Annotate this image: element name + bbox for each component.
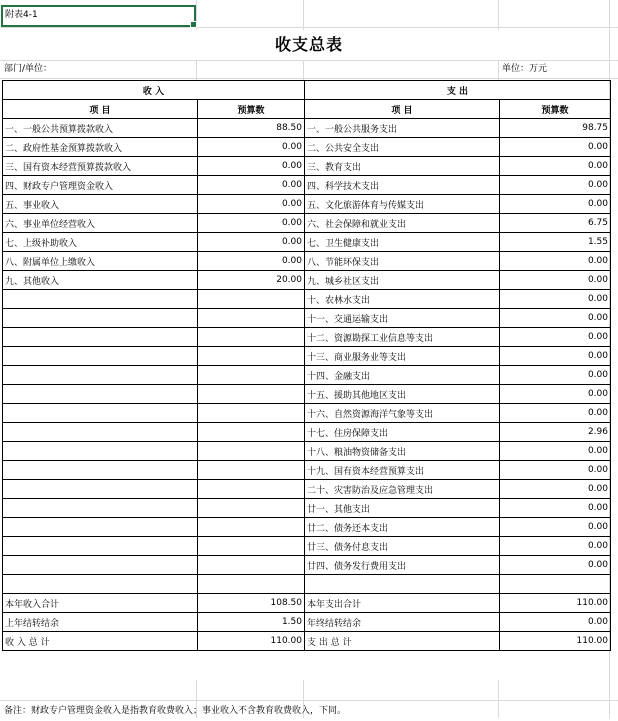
income-item-cell[interactable] bbox=[3, 480, 198, 499]
income-item-cell[interactable]: 七、上级补助收入 bbox=[3, 233, 198, 252]
expense-item-cell[interactable]: 八、节能环保支出 bbox=[305, 252, 500, 271]
income-value-cell[interactable]: 0.00 bbox=[198, 157, 305, 176]
income-value-cell[interactable]: 0.00 bbox=[198, 233, 305, 252]
expense-value-cell[interactable]: 0.00 bbox=[500, 138, 611, 157]
income-value-cell[interactable]: 20.00 bbox=[198, 271, 305, 290]
income-item-cell[interactable] bbox=[3, 385, 198, 404]
expense-value-cell[interactable]: 0.00 bbox=[500, 404, 611, 423]
income-value-cell[interactable]: 0.00 bbox=[198, 195, 305, 214]
expense-value-cell[interactable]: 0.00 bbox=[500, 157, 611, 176]
expense-item-cell[interactable]: 十二、资源勘探工业信息等支出 bbox=[305, 328, 500, 347]
table-row bbox=[3, 594, 611, 613]
expense-item-cell[interactable]: 十、农林水支出 bbox=[305, 290, 500, 309]
expense-value-cell[interactable]: 110.00 bbox=[500, 632, 611, 651]
note: 备注：财政专户管理资金收入是指教育收费收入；事业收入不含教育收费收入，下同。 bbox=[4, 706, 347, 716]
expense-item-header: 项 目 bbox=[305, 100, 500, 119]
table-row bbox=[3, 252, 611, 271]
table-row bbox=[3, 404, 611, 423]
income-value-cell[interactable] bbox=[198, 499, 305, 518]
income-value-cell[interactable]: 1.50 bbox=[198, 613, 305, 632]
expense-value-cell[interactable]: 0.00 bbox=[500, 271, 611, 290]
income-value-cell[interactable] bbox=[198, 461, 305, 480]
selected-cell[interactable] bbox=[1, 5, 196, 27]
expense-item-cell[interactable]: 九、城乡社区支出 bbox=[305, 271, 500, 290]
income-item-cell[interactable] bbox=[3, 518, 198, 537]
income-value-cell[interactable]: 0.00 bbox=[198, 138, 305, 157]
income-value-cell[interactable] bbox=[198, 518, 305, 537]
table-row bbox=[3, 328, 611, 347]
expense-item-cell[interactable]: 廿三、债务付息支出 bbox=[305, 537, 500, 556]
expense-item-cell[interactable]: 一、一般公共服务支出 bbox=[305, 119, 500, 138]
expense-value-cell[interactable]: 110.00 bbox=[500, 594, 611, 613]
expense-item-cell[interactable]: 十三、商业服务业等支出 bbox=[305, 347, 500, 366]
expense-item-cell[interactable]: 本年支出合计 bbox=[305, 594, 500, 613]
expense-item-cell[interactable]: 五、文化旅游体育与传媒支出 bbox=[305, 195, 500, 214]
empty-row bbox=[3, 575, 611, 594]
expense-item-cell[interactable]: 廿四、债务发行费用支出 bbox=[305, 556, 500, 575]
income-item-cell[interactable]: 二、政府性基金预算拨款收入 bbox=[3, 138, 198, 157]
table-row bbox=[3, 499, 611, 518]
expense-value-cell[interactable]: 98.75 bbox=[500, 119, 611, 138]
expense-value-cell[interactable]: 0.00 bbox=[500, 461, 611, 480]
income-item-cell[interactable]: 上年结转结余 bbox=[3, 613, 198, 632]
expense-value-cell[interactable]: 0.00 bbox=[500, 385, 611, 404]
expense-item-cell[interactable]: 十六、自然资源海洋气象等支出 bbox=[305, 404, 500, 423]
expense-item-cell[interactable]: 支 出 总 计 bbox=[305, 632, 500, 651]
table-row bbox=[3, 613, 611, 632]
table-row bbox=[3, 119, 611, 138]
income-value-cell[interactable] bbox=[198, 347, 305, 366]
table-row bbox=[3, 461, 611, 480]
expense-value-cell[interactable]: 1.55 bbox=[500, 233, 611, 252]
income-value-cell[interactable]: 0.00 bbox=[198, 176, 305, 195]
expense-item-cell[interactable]: 二十、灾害防治及应急管理支出 bbox=[305, 480, 500, 499]
empty-cell[interactable] bbox=[3, 575, 198, 594]
income-item-cell[interactable] bbox=[3, 442, 198, 461]
expense-value-cell[interactable]: 0.00 bbox=[500, 176, 611, 195]
expense-value-cell[interactable]: 0.00 bbox=[500, 442, 611, 461]
expense-value-cell[interactable]: 0.00 bbox=[500, 518, 611, 537]
table-row bbox=[3, 385, 611, 404]
income-budget-header: 预算数 bbox=[198, 100, 305, 119]
table-row bbox=[3, 556, 611, 575]
expense-item-cell[interactable]: 十一、交通运输支出 bbox=[305, 309, 500, 328]
income-value-cell[interactable]: 0.00 bbox=[198, 214, 305, 233]
header-row-main bbox=[3, 81, 611, 100]
table-row bbox=[3, 423, 611, 442]
empty-cell[interactable] bbox=[198, 575, 305, 594]
income-value-cell[interactable] bbox=[198, 385, 305, 404]
header-row-sub bbox=[3, 100, 611, 119]
income-value-cell[interactable] bbox=[198, 309, 305, 328]
income-item-cell[interactable] bbox=[3, 537, 198, 556]
table-row bbox=[3, 176, 611, 195]
table-row bbox=[3, 309, 611, 328]
income-item-cell[interactable]: 八、附属单位上缴收入 bbox=[3, 252, 198, 271]
selected-cell-text: 附表4-1 bbox=[5, 10, 38, 20]
income-item-cell[interactable]: 四、财政专户管理资金收入 bbox=[3, 176, 198, 195]
income-item-cell[interactable] bbox=[3, 423, 198, 442]
expense-budget-header: 预算数 bbox=[500, 100, 611, 119]
income-item-cell[interactable]: 五、事业收入 bbox=[3, 195, 198, 214]
expense-value-cell[interactable]: 0.00 bbox=[500, 366, 611, 385]
expense-item-cell[interactable]: 十七、住房保障支出 bbox=[305, 423, 500, 442]
income-value-cell[interactable] bbox=[198, 404, 305, 423]
expense-value-cell[interactable]: 0.00 bbox=[500, 328, 611, 347]
expense-value-cell[interactable]: 0.00 bbox=[500, 499, 611, 518]
income-item-cell[interactable] bbox=[3, 347, 198, 366]
income-item-cell[interactable] bbox=[3, 328, 198, 347]
income-value-cell[interactable] bbox=[198, 442, 305, 461]
expense-value-cell[interactable]: 0.00 bbox=[500, 309, 611, 328]
expense-item-cell[interactable]: 年终结转结余 bbox=[305, 613, 500, 632]
income-value-cell[interactable] bbox=[198, 366, 305, 385]
income-value-cell[interactable] bbox=[198, 423, 305, 442]
income-value-cell[interactable] bbox=[198, 328, 305, 347]
table-row bbox=[3, 518, 611, 537]
expense-item-cell[interactable]: 七、卫生健康支出 bbox=[305, 233, 500, 252]
table-row bbox=[3, 271, 611, 290]
dept-label: 部门/单位： bbox=[4, 64, 53, 74]
income-item-cell[interactable]: 六、事业单位经营收入 bbox=[3, 214, 198, 233]
table-row bbox=[3, 632, 611, 651]
income-item-cell[interactable] bbox=[3, 404, 198, 423]
expense-value-cell[interactable]: 0.00 bbox=[500, 613, 611, 632]
income-item-cell[interactable] bbox=[3, 309, 198, 328]
income-value-cell[interactable] bbox=[198, 480, 305, 499]
income-item-header: 项 目 bbox=[3, 100, 198, 119]
income-header: 收 入 bbox=[3, 81, 305, 100]
table-row bbox=[3, 347, 611, 366]
page-title: 收支总表 bbox=[274, 35, 343, 54]
income-item-cell[interactable] bbox=[3, 461, 198, 480]
table-row bbox=[3, 214, 611, 233]
income-value-cell[interactable]: 110.00 bbox=[198, 632, 305, 651]
table-row bbox=[3, 195, 611, 214]
table-row bbox=[3, 233, 611, 252]
expense-item-cell[interactable]: 十四、金融支出 bbox=[305, 366, 500, 385]
table-row bbox=[3, 138, 611, 157]
income-item-cell[interactable] bbox=[3, 556, 198, 575]
fill-handle[interactable] bbox=[190, 21, 197, 28]
expense-value-cell[interactable]: 0.00 bbox=[500, 537, 611, 556]
expense-item-cell[interactable]: 二、公共安全支出 bbox=[305, 138, 500, 157]
income-value-cell[interactable]: 88.50 bbox=[198, 119, 305, 138]
expense-item-cell[interactable]: 十五、援助其他地区支出 bbox=[305, 385, 500, 404]
expense-value-cell[interactable]: 6.75 bbox=[500, 214, 611, 233]
expense-item-cell[interactable]: 四、科学技术支出 bbox=[305, 176, 500, 195]
expense-value-cell[interactable]: 0.00 bbox=[500, 556, 611, 575]
expense-value-cell[interactable]: 0.00 bbox=[500, 290, 611, 309]
table-row bbox=[3, 157, 611, 176]
income-item-cell[interactable]: 本年收入合计 bbox=[3, 594, 198, 613]
income-expense-table bbox=[2, 80, 611, 651]
expense-value-cell[interactable]: 0.00 bbox=[500, 195, 611, 214]
income-item-cell[interactable] bbox=[3, 366, 198, 385]
expense-value-cell[interactable]: 0.00 bbox=[500, 252, 611, 271]
expense-item-cell[interactable]: 六、社会保障和就业支出 bbox=[305, 214, 500, 233]
income-value-cell[interactable] bbox=[198, 537, 305, 556]
income-item-cell[interactable] bbox=[3, 290, 198, 309]
expense-value-cell[interactable]: 0.00 bbox=[500, 480, 611, 499]
expense-header: 支 出 bbox=[305, 81, 611, 100]
income-value-cell[interactable]: 108.50 bbox=[198, 594, 305, 613]
expense-value-cell[interactable]: 0.00 bbox=[500, 347, 611, 366]
expense-item-cell[interactable]: 三、教育支出 bbox=[305, 157, 500, 176]
income-item-cell[interactable]: 一、一般公共预算拨款收入 bbox=[3, 119, 198, 138]
income-item-cell[interactable]: 收 入 总 计 bbox=[3, 632, 198, 651]
table-row bbox=[3, 480, 611, 499]
income-item-cell[interactable] bbox=[3, 499, 198, 518]
income-value-cell[interactable] bbox=[198, 556, 305, 575]
income-item-cell[interactable]: 三、国有资本经营预算拨款收入 bbox=[3, 157, 198, 176]
income-value-cell[interactable]: 0.00 bbox=[198, 252, 305, 271]
empty-cell[interactable] bbox=[500, 575, 611, 594]
unit-label: 单位：万元 bbox=[502, 64, 548, 74]
income-item-cell[interactable]: 九、其他收入 bbox=[3, 271, 198, 290]
expense-item-cell[interactable]: 廿一、其他支出 bbox=[305, 499, 500, 518]
table-row bbox=[3, 290, 611, 309]
expense-value-cell[interactable]: 2.96 bbox=[500, 423, 611, 442]
expense-item-cell[interactable]: 廿二、债务还本支出 bbox=[305, 518, 500, 537]
table-row bbox=[3, 366, 611, 385]
empty-cell[interactable] bbox=[305, 575, 500, 594]
expense-item-cell[interactable]: 十八、粮油物资储备支出 bbox=[305, 442, 500, 461]
table-row bbox=[3, 442, 611, 461]
income-value-cell[interactable] bbox=[198, 290, 305, 309]
expense-item-cell[interactable]: 十九、国有资本经营预算支出 bbox=[305, 461, 500, 480]
table-row bbox=[3, 537, 611, 556]
